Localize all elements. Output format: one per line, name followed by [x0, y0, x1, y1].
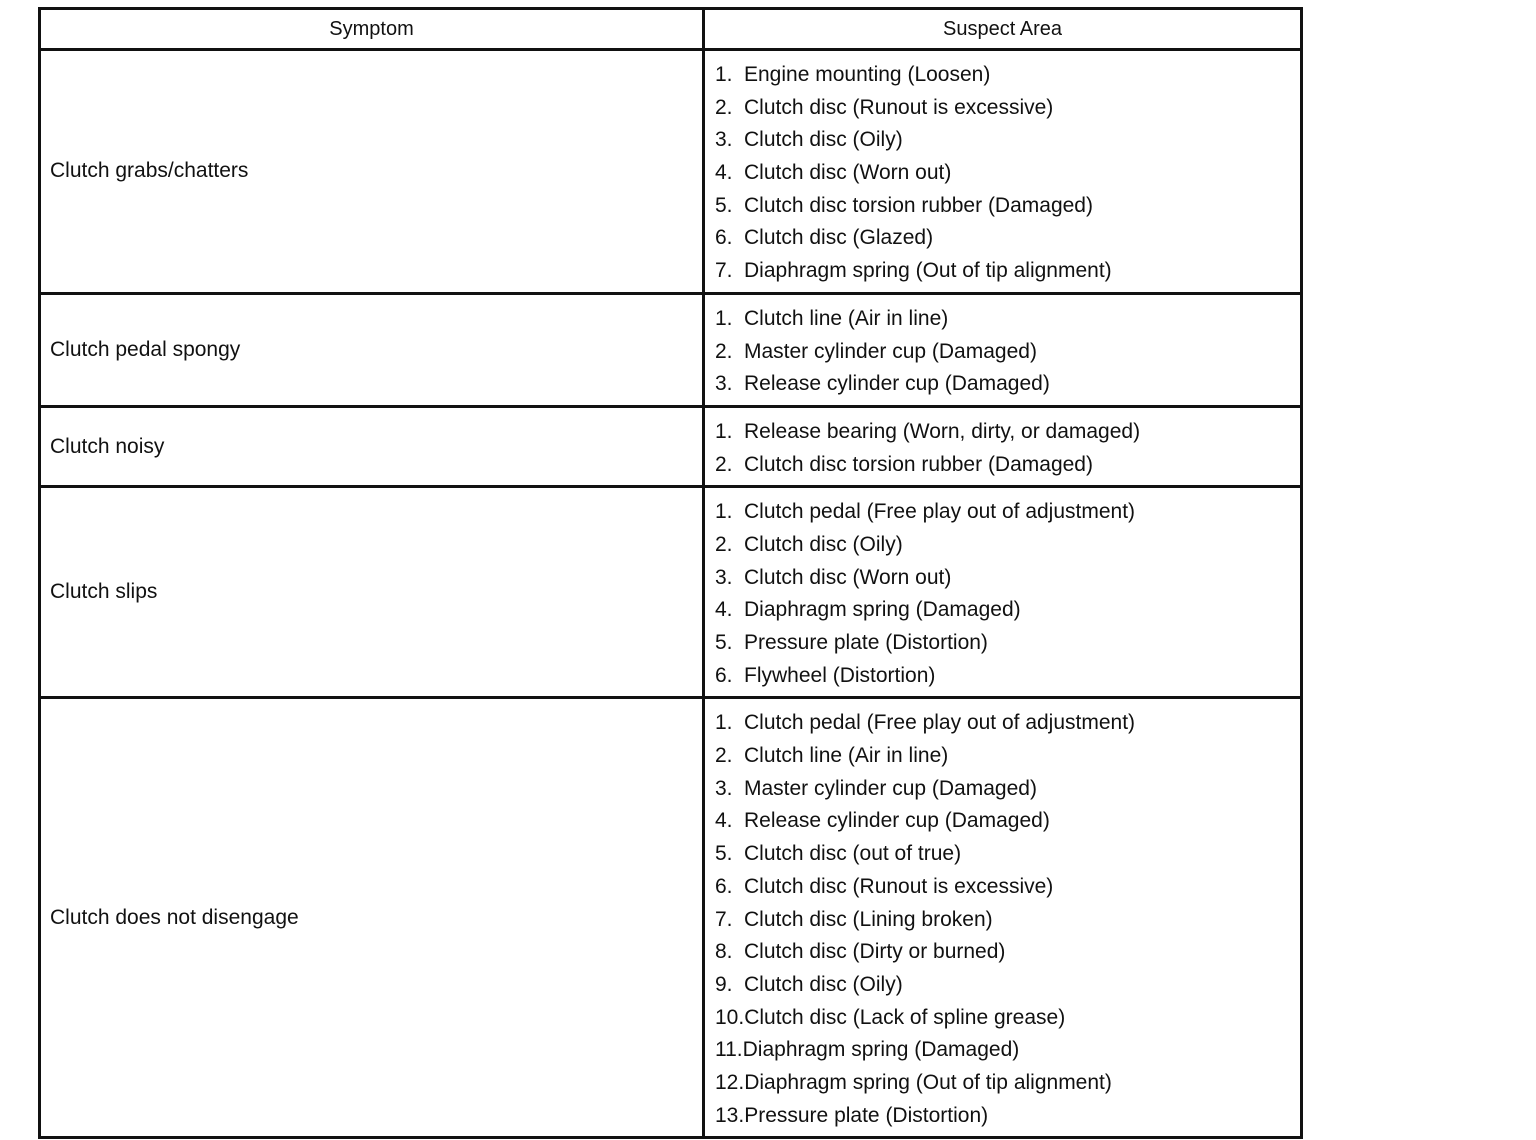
list-item-text: Clutch disc torsion rubber (Damaged): [744, 193, 1093, 217]
list-item-text: Clutch disc (Oily): [744, 972, 903, 996]
list-item-number: 5.: [715, 631, 733, 654]
list-item-text: Clutch disc (Glazed): [744, 226, 934, 250]
list-item-text: Clutch disc (Lining broken): [744, 907, 993, 931]
list-item: [705, 124, 1300, 157]
list-item-number: 2.: [715, 95, 733, 119]
list-item: [705, 627, 1300, 660]
list-item-text: Clutch line (Air in line): [744, 306, 949, 330]
suspect-area-cell: [704, 487, 1302, 698]
suspect-area-list: [705, 303, 1300, 401]
list-item: [705, 1100, 1300, 1133]
list-item-text: Diaphragm spring (Damaged): [742, 1038, 1020, 1062]
suspect-area-list: [705, 496, 1300, 692]
list-item: [705, 773, 1300, 806]
list-item-text: Clutch disc (Oily): [744, 532, 903, 556]
list-item-number: 1.: [715, 63, 733, 86]
list-item: [705, 529, 1300, 562]
list-item-number: 1.: [715, 711, 733, 735]
table-row: [40, 487, 1302, 698]
list-item: [705, 562, 1300, 595]
suspect-area-column-header: Suspect Area: [704, 9, 1302, 50]
list-item: [705, 255, 1300, 288]
list-item-number: 10.: [715, 1005, 745, 1029]
list-item-number: 11.: [715, 1038, 743, 1062]
list-item-text: Release bearing (Worn, dirty, or damaged): [744, 419, 1141, 443]
troubleshooting-table: [38, 7, 1303, 1139]
suspect-area-cell: [704, 406, 1302, 486]
list-item: [705, 416, 1300, 449]
list-item-text: Pressure plate (Distortion): [744, 631, 988, 654]
list-item-text: Master cylinder cup (Damaged): [744, 776, 1037, 800]
list-item-text: Clutch pedal (Free play out of adjustment): [744, 711, 1136, 735]
list-item-text: Clutch disc (Oily): [744, 128, 903, 152]
list-item: [705, 660, 1300, 693]
list-item: [705, 707, 1300, 740]
list-item-number: 5.: [715, 193, 733, 217]
list-item: [705, 594, 1300, 627]
list-item: [705, 496, 1300, 529]
symptom-column-header: Symptom: [40, 9, 704, 50]
list-item-text: Clutch disc (Lack of spline grease): [744, 1005, 1066, 1029]
list-item-number: 3.: [715, 565, 733, 589]
list-item: [705, 303, 1300, 336]
list-item: [705, 838, 1300, 871]
list-item: [705, 368, 1300, 401]
list-item: [705, 1067, 1300, 1100]
list-item-number: 3.: [715, 776, 733, 800]
list-item-text: Master cylinder cup (Damaged): [744, 339, 1037, 363]
list-item-number: 3.: [715, 372, 733, 396]
suspect-area-cell: [704, 293, 1302, 406]
list-item-number: 4.: [715, 598, 733, 622]
list-item-text: Clutch disc (Runout is excessive): [744, 874, 1054, 898]
list-item-number: 8.: [715, 940, 733, 964]
table-row: [40, 293, 1302, 406]
list-item-number: 7.: [715, 259, 733, 283]
list-item-text: Flywheel (Distortion): [744, 663, 936, 687]
table-row: [40, 698, 1302, 1138]
list-item-number: 5.: [715, 842, 733, 866]
table-header-row: [40, 9, 1302, 50]
list-item: [705, 1034, 1300, 1067]
list-item-number: 1.: [715, 500, 733, 524]
list-item-number: 6.: [715, 663, 733, 687]
list-item-number: 6.: [715, 226, 733, 250]
list-item: [705, 969, 1300, 1002]
list-item-text: Diaphragm spring (Out of tip alignment): [744, 259, 1112, 283]
list-item-number: 1.: [715, 419, 733, 443]
list-item-number: 6.: [715, 874, 733, 898]
suspect-area-list: [705, 707, 1300, 1132]
table-row: [40, 406, 1302, 486]
list-item-number: 2.: [715, 339, 733, 363]
list-item: [705, 904, 1300, 937]
list-item-number: 2.: [715, 744, 733, 768]
list-item: [705, 740, 1300, 773]
list-item-text: Clutch disc (Worn out): [744, 565, 952, 589]
symptom-cell: Clutch noisy: [40, 406, 704, 486]
list-item: [705, 1002, 1300, 1035]
list-item-number: 4.: [715, 809, 733, 833]
list-item-text: Clutch disc (out of true): [744, 842, 962, 866]
suspect-area-list: [705, 59, 1300, 288]
list-item-text: Pressure plate (Distortion): [744, 1103, 989, 1127]
list-item: [705, 936, 1300, 969]
list-item: [705, 222, 1300, 255]
list-item-text: Clutch line (Air in line): [744, 744, 949, 768]
list-item-number: 1.: [715, 306, 733, 330]
symptom-cell: Clutch does not disengage: [40, 698, 704, 1138]
symptom-cell: Clutch slips: [40, 487, 704, 698]
list-item-text: Release cylinder cup (Damaged): [744, 809, 1050, 833]
list-item-text: Clutch disc torsion rubber (Damaged): [744, 452, 1093, 476]
list-item: [705, 190, 1300, 223]
table-row: [40, 50, 1302, 294]
list-item: [705, 805, 1300, 838]
list-item: [705, 157, 1300, 190]
list-item-number: 12.: [715, 1070, 745, 1094]
suspect-area-list: [705, 416, 1300, 481]
list-item: [705, 871, 1300, 904]
list-item-number: 13.: [715, 1103, 745, 1127]
list-item-number: 4.: [715, 161, 733, 185]
list-item: [705, 449, 1300, 482]
list-item: [705, 92, 1300, 125]
list-item-text: Diaphragm spring (Damaged): [744, 598, 1021, 622]
list-item-text: Clutch disc (Dirty or burned): [744, 940, 1006, 964]
symptom-cell: Clutch pedal spongy: [40, 293, 704, 406]
suspect-area-cell: [704, 698, 1302, 1138]
list-item-text: Clutch disc (Runout is excessive): [744, 95, 1054, 119]
list-item-text: Engine mounting (Loosen): [744, 63, 991, 86]
list-item-number: 7.: [715, 907, 733, 931]
table-body: [40, 50, 1302, 1138]
symptom-cell: Clutch grabs/chatters: [40, 50, 704, 294]
list-item-text: Clutch disc (Worn out): [744, 161, 952, 185]
suspect-area-cell: [704, 50, 1302, 294]
list-item-text: Release cylinder cup (Damaged): [744, 372, 1050, 396]
list-item: [705, 336, 1300, 369]
list-item-text: Clutch pedal (Free play out of adjustment): [744, 500, 1136, 524]
list-item-number: 2.: [715, 532, 733, 556]
list-item-text: Diaphragm spring (Out of tip alignment): [744, 1070, 1112, 1094]
list-item: [705, 59, 1300, 92]
list-item-number: 2.: [715, 452, 733, 476]
list-item-number: 3.: [715, 128, 733, 152]
list-item-number: 9.: [715, 972, 733, 996]
